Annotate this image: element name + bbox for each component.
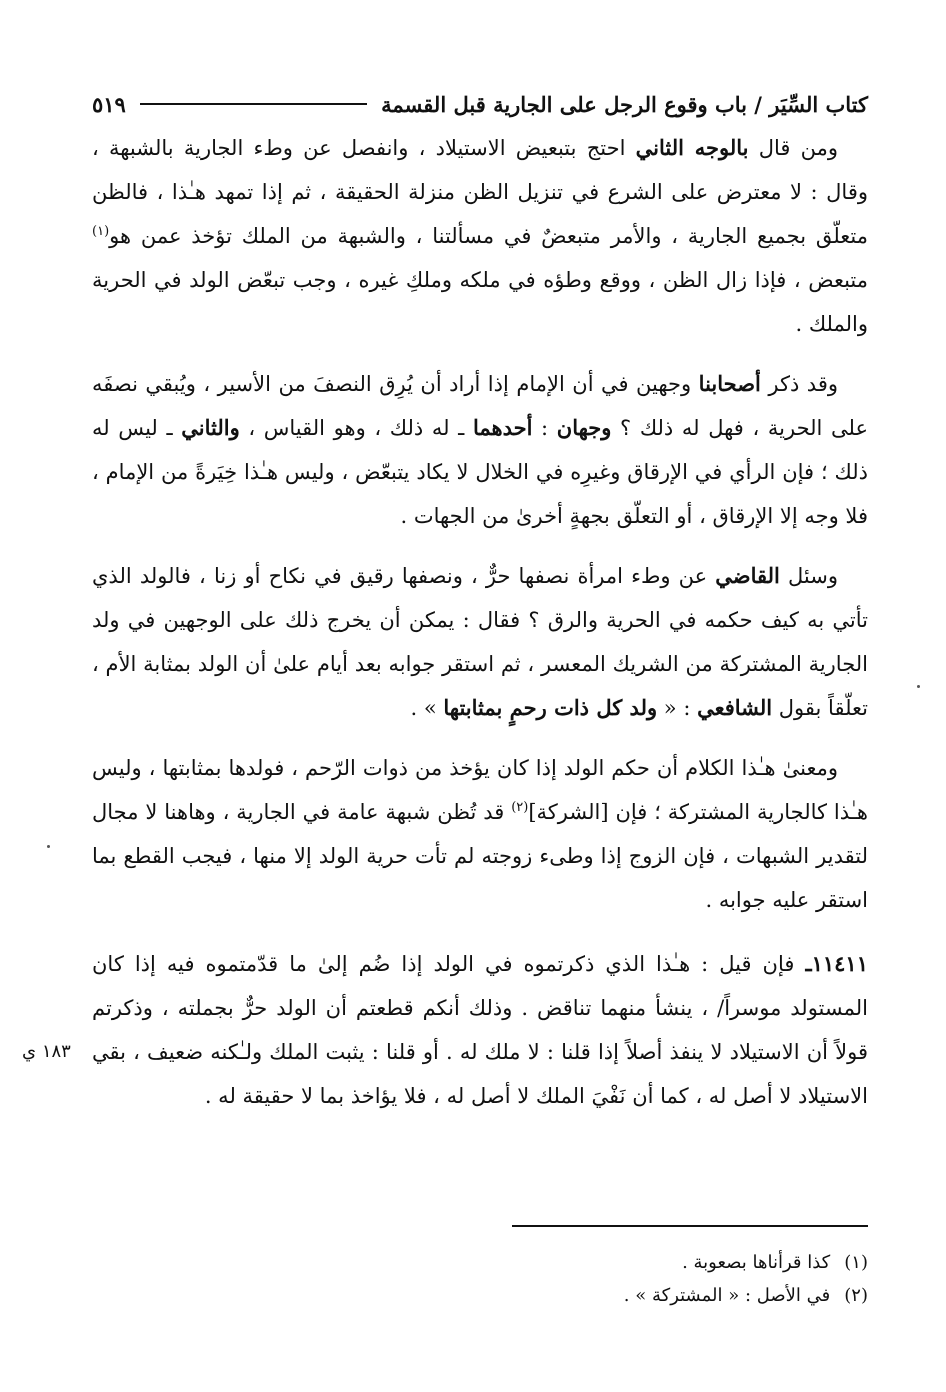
- running-header: [92, 84, 868, 124]
- page: [92, 84, 868, 1134]
- text-run: : «: [657, 696, 698, 720]
- text-run: متبعض ، فإذا زال الظن ، ووقع وطؤه في ملكه وملكِ غيره ، وجب تبعّض الولد في الحرية والملك .: [92, 268, 868, 336]
- text-run: وقد ذكر: [760, 372, 838, 396]
- footnote-number: (١): [844, 1252, 868, 1273]
- scan-speck: [917, 685, 920, 688]
- issue-number: ١١٤١١ـ: [805, 951, 868, 976]
- page-number: ٥١٩: [92, 91, 126, 117]
- text-run: وجهين في أن الإمام إذا أراد أن يُرِق النصفَ من الأسير ، ويُبقي نصفَه على الحرية ، فهل له ذلك ؟: [92, 372, 868, 440]
- text-run: » .: [410, 696, 444, 720]
- bold-term: وجهان: [556, 415, 612, 440]
- bold-term: أصحابنا: [698, 371, 761, 396]
- footnote-ref: (٢): [511, 800, 529, 815]
- text-run: احتج بتبعيض الاستيلاد ، وانفصل عن وطء الجارية بالشبهة ، وقال : لا معترض على الشرع في تنزيل الظن منزلة الحقيقة ، ثم إذا تمهد هـٰذا ، فالظن متعلّق بجميع الجارية ، والأمر متبعضٌ في مسألتنا ، والشبهة من الملك تؤخذ عمن هو: [92, 136, 868, 248]
- text-run: ومن قال: [748, 136, 839, 160]
- bold-term: بالوجه الثاني: [635, 135, 749, 160]
- footnote-text: كذا قرأناها بصعوبة .: [682, 1252, 831, 1273]
- text-run: فإن قيل : هـٰذا الذي ذكرتموه في الولد إذا ضُم إلىٰ ما قدّمتموه فيه إذا كان المستولد موسراً/ ، ينشأ منهما تناقض . وذلك أنكم قطعتم أن الولد حرٌّ بجملته ، وذكرتم قولاً أن الاستيلاد لا ينفذ أصلاً إذا قلنا : لا ملك له . أو قلنا : يثبت الملك ولـٰكنه ضعيف ، بقي الاستيلاد لا أصل له ، كما أن نَفْيَ الملك لا أصل له ، فلا يؤاخذ بما لا حقيقة له .: [92, 952, 868, 1108]
- text-run: ـ له ذلك ، وهو القياس ،: [239, 416, 473, 440]
- body-text: [92, 126, 868, 1118]
- text-run: :: [532, 416, 557, 440]
- manuscript-folio-note: ١٨٣ ي: [22, 1041, 71, 1062]
- header-rule: [140, 103, 367, 105]
- paragraph-4: [92, 746, 868, 922]
- scan-speck: [47, 845, 50, 848]
- footnotes: [268, 1246, 868, 1312]
- text-run: وسئل: [779, 564, 838, 588]
- text-run: ـ ليس له ذلك ؛ فإن الرأي في الإرقاق وغيرِه في الخلال لا يكاد يتبعّض ، وليس هـٰذا خِيَرةً من الإمام ، فلا وجه إلا الإرقاق ، أو التعلّق بجهةٍ أخرىٰ من الجهات .: [92, 416, 868, 528]
- paragraph-5: [92, 942, 868, 1118]
- footnote-ref: (١): [92, 224, 110, 239]
- footnote-2: [268, 1279, 868, 1312]
- footnote-text: في الأصل : « المشتركة » .: [623, 1285, 831, 1306]
- paragraph-1: [92, 126, 868, 346]
- footnote-1: [268, 1246, 868, 1279]
- bold-term: أحدهما: [472, 415, 533, 440]
- bold-term: والثاني: [181, 415, 240, 440]
- paragraph-2: [92, 362, 868, 538]
- text-run: ومعنىٰ هـٰذا الكلام أن حكم الولد إذا كان يؤخذ من ذوات الرّحم ، فولدها بمثابتها ، وليس هـٰذا كالجارية المشتركة ؛ فإن [الشركة]: [92, 756, 868, 824]
- text-run: قد تُظن شبهة عامة في الجارية ، وهاهنا لا مجال لتقدير الشبهات ، فإن الزوج إذا وطىء زوجته لم تأت حرية الولد إلا منها ، فيجب القطع بما استقر عليه جوابه .: [92, 800, 868, 912]
- footnote-rule: [512, 1225, 868, 1227]
- bold-term: الشافعي: [697, 695, 773, 720]
- paragraph-3: [92, 554, 868, 730]
- footnote-number: (٢): [844, 1285, 868, 1306]
- chapter-title: كتاب السِّيَر / باب وقوع الرجل على الجارية قبل القسمة: [381, 91, 868, 117]
- bold-term: القاضي: [715, 563, 780, 588]
- quotation: ولد كل ذات رحمٍ بمثابتها: [443, 695, 658, 720]
- text-run: عن وطء امرأة نصفها حرٌّ ، ونصفها رقيق في نكاح أو زنا ، فالولد الذي تأتي به كيف حكمه في الحرية والرق ؟ فقال : يمكن أن يخرج ذلك على الوجهين في ولد الجارية المشتركة من الشريك المعسر ، ثم استقر جوابه بعد أيام علىٰ أن الولد بمثابة الأم ، تعلّقاً بقول: [92, 564, 868, 720]
